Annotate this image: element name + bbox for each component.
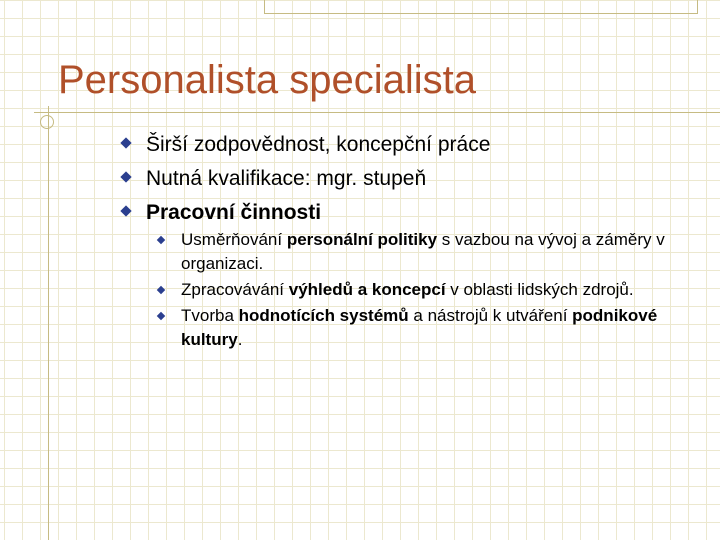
sub-bullet-text: s vazbou na vývoj a záměry v organizaci. bbox=[181, 230, 665, 273]
decorative-circle bbox=[40, 115, 54, 129]
sub-bullet-text: Tvorba bbox=[181, 306, 239, 325]
sub-bullet-bold-text: výhledů a koncepcí bbox=[288, 280, 446, 299]
sub-bullet-text: Zpracovávání bbox=[181, 280, 289, 299]
diamond-bullet-icon bbox=[157, 286, 165, 294]
sub-bullet-text: Usměrňování bbox=[181, 230, 287, 249]
sub-bullet-list bbox=[155, 228, 695, 354]
bullet-item bbox=[118, 162, 678, 196]
diamond-bullet-icon bbox=[120, 205, 131, 216]
sub-bullet-bold-text: hodnotících systémů bbox=[238, 306, 409, 325]
sub-bullet-item bbox=[155, 278, 695, 302]
sub-bullet-bold-text: podnikové kultury bbox=[181, 306, 658, 349]
sub-bullet-bold-text: personální politiky bbox=[286, 230, 438, 249]
decorative-right-line bbox=[697, 0, 698, 14]
sub-bullet-item bbox=[155, 228, 695, 276]
sub-bullet-item bbox=[155, 304, 695, 352]
sub-bullet-text: . bbox=[237, 330, 243, 349]
sub-bullet-text: a nástrojů k utváření bbox=[408, 306, 573, 325]
decorative-top-box bbox=[264, 0, 698, 14]
diamond-bullet-icon bbox=[120, 171, 131, 182]
bullet-item bbox=[118, 196, 678, 230]
bullet-list bbox=[118, 128, 678, 230]
bullet-text: Širší zodpovědnost, koncepční práce bbox=[146, 133, 491, 156]
bullet-text: Nutná kvalifikace: mgr. stupeň bbox=[146, 167, 427, 190]
sub-bullet-text: v oblasti lidských zdrojů. bbox=[445, 280, 634, 299]
slide-title: Personalista specialista bbox=[58, 58, 476, 102]
diamond-bullet-icon bbox=[120, 137, 131, 148]
bullet-text: Pracovní činnosti bbox=[146, 201, 322, 224]
diamond-bullet-icon bbox=[157, 312, 165, 320]
bullet-item bbox=[118, 128, 678, 162]
title-underline bbox=[34, 112, 720, 113]
decorative-vertical-line bbox=[48, 106, 49, 540]
diamond-bullet-icon bbox=[157, 236, 165, 244]
